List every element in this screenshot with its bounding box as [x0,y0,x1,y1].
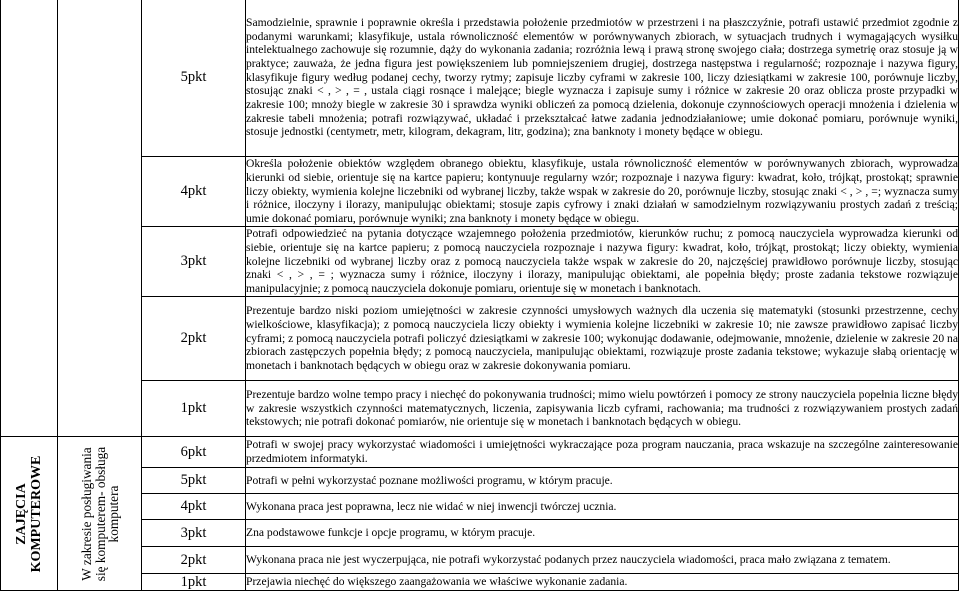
points-label: 2pkt [142,297,246,381]
points-label: 5pkt [142,0,246,157]
points-label: 3pkt [142,227,246,297]
criteria-text: Prezentuje bardzo niski poziom umiejętności w zakresie czynności umysłowych ważnych dla uczenia się matematyki (stosunki przestrzenne, cechy wielkościowe, klasyfikacja); z pomocą nauczyciela liczy obiekty i wymienia kolejne liczebniki w zakresie 10; nie zawsze prawidłowo zapisać liczby cyframi; z pomocą nauczyciela potrafi policzyć dziesiątkami w zakresie 100; wykonując dodawanie, odejmowanie, mnożenie, dzielenie w zakresie 20 na zbiorach zastępczych popełnia błędy; z pomocą nauczyciela, manipulując obiektami, rozwiązuje proste zadania tekstowe; wykazuje słabą orientację w monetach i banknotach będących w obiegu oraz w zakresie dokonywania pomiaru. [246,297,959,381]
criteria-text: Potrafi w pełni wykorzystać poznane możliwości programu, w którym pracuje. [246,468,959,494]
table-row [1,547,959,574]
subcategory-line: W zakresie posługiwania [78,446,94,581]
table-row [1,227,959,297]
category-cell [1,437,58,591]
points-label: 4pkt [142,157,246,227]
criteria-text: Określa położenie obiektów względem obranego obiektu, klasyfikuje, ustala równoliczność elementów w porównywanych zbiorach, wyprowadza kierunki od siebie, orientuje się na kartce papieru; kontynuuje regularny wzór; rozpoznaje i nazywa figury: kwadrat, koło, trójkąt, prostokąt; sprawnie liczy obiekty, wymienia kolejne liczebniki od wybranej liczby, także wspak w zakresie do 20, porównuje liczby, stosując znaki < , > , =; wyznacza sumy i różnice, iloczyny i ilorazy, manipulując obiektami; stosuje zapis cyfrowy i znaki działań w samodzielnym rozwiązywaniu prostych zadań z treścią; umie dokonać pomiaru, porównuje wyniki; zna banknoty i monety będące w obiegu. [246,157,958,226]
points-label: 4pkt [142,494,246,520]
subcategory-line: komputera [105,485,121,542]
subcategory-title [79,446,120,580]
table-row [1,297,959,381]
criteria-text: Wykonana praca nie jest wyczerpująca, nie potrafi wykorzystać podanych przez nauczyciela wiadomości, praca mało związana z tematem. [246,547,959,574]
table-row [1,468,959,494]
criteria-text: Samodzielnie, sprawnie i poprawnie określa i przedstawia położenie przedmiotów w przestrzeni i na płaszczyźnie, potrafi ustawić przedmiot zgodnie z podanymi warunkami; klasyfikuje, ustala równoliczność elementów w porównywanych zbiorach, w sytuacjach trudnych i wymagających wysiłku intelektualnego zachowuje się rozumnie, dąży do wykonania zadania; rozróżnia lewą i prawą stronę swojego ciała; dostrzega symetrię oraz stosuje ją w praktyce; zauważa, że jedna figura jest powiększeniem lub pomniejszeniem drugiej, dostrzega następstwa i regularność; rozpoznaje i nazywa figury, klasyfikuje figury według podanej cechy, tworzy rytmy; zapisuje liczby cyframi w zakresie 100, liczy dziesiątkami w zakresie 100, porównuje liczby, stosując znaki < , > , = , ustala ciągi rosnące i malejące; biegle wyznacza i zapisuje sumy i różnice w zakresie 20 oraz oblicza proste przypadki w zakresie 100; mnoży biegle w zakresie 30 i sprawdza wyniki obliczeń za pomocą dzielenia, dokonuje czynnościowych operacji mnożenia i dzielenia w zakresie tabeli mnożenia; potrafi rozwiązywać, układać i przekształcać łatwe zadania jednodziałaniowe; umie dokonać pomiaru, porównuje wyniki, stosuje jednostki (centymetr, metr, kilogram, dekagram, litr, godzina); zna banknoty i monety będące w obiegu. [246,0,959,157]
table-row [1,494,959,520]
points-label: 3pkt [142,520,246,547]
table-row [1,157,959,227]
points-label: 6pkt [142,437,246,468]
subcategory-cell [58,437,142,591]
category-title [14,455,44,572]
table-row [1,381,959,437]
criteria-text: Prezentuje bardzo wolne tempo pracy i niechęć do pokonywania trudności; mimo wielu powtórzeń i pomocy ze strony nauczyciela popełnia liczne błędy w zakresie wszystkich czynności matematycznych, liczenia, zapisywania liczb cyframi, rachowania; ma trudności z rozwiązywaniem prostych zadań tekstowych; nie potrafi dokonać pomiarów, nie orientuje się w monetach i banknotach będących w obiegu. [246,381,959,437]
blank-subcategory-cell [58,0,142,437]
table-row [1,574,959,591]
table-row [1,0,959,157]
points-label: 1pkt [142,381,246,437]
criteria-text: Potrafi odpowiedzieć na pytania dotyczące wzajemnego położenia przedmiotów, kierunków ruchu; z pomocą nauczyciela wyprowadza kierunki od siebie, orientuje się na kartce papieru; z pomocą nauczyciela rozpoznaje i nazywa figury: kwadrat, koło, trójkąt, prostokąt; liczy obiekty, wymienia kolejne liczebniki od wybranej liczby oraz z pomocą nauczyciela także wspak w zakresie do 20, najczęściej prawidłowo porównuje liczby, stosując znaki < , > , = ; wyznacza sumy i różnice, iloczyny i ilorazy, manipulując obiektami, ale popełnia błędy; proste zadania tekstowe rozwiązuje manipulacyjnie; z pomocą nauczyciela dokonuje pomiaru, orientuje się w monetach i banknotach. [246,227,958,296]
table-row [1,520,959,547]
category-title-line: KOMPUTEROWE [29,455,44,572]
criteria-text: Zna podstawowe funkcje i opcje programu, w którym pracuje. [246,520,959,547]
table-row [1,437,959,468]
points-label: 5pkt [142,468,246,494]
criteria-text: Potrafi w swojej pracy wykorzystać wiadomości i umiejętności wykraczające poza program nauczania, praca wskazuje na szczególne zainteresowanie przedmiotem informatyki. [246,437,959,468]
blank-category-cell [1,0,58,437]
category-title-line: ZAJĘCIA [14,482,29,545]
criteria-text: Wykonana praca jest poprawna, lecz nie widać w niej inwencji twórczej ucznia. [246,494,959,520]
criteria-text: Przejawia niechęć do większego zaangażowania we właściwe wykonanie zadania. [246,574,959,591]
points-label: 1pkt [142,574,246,591]
points-label: 2pkt [142,547,246,574]
subcategory-line: się komputerem- obsługa [91,446,107,581]
